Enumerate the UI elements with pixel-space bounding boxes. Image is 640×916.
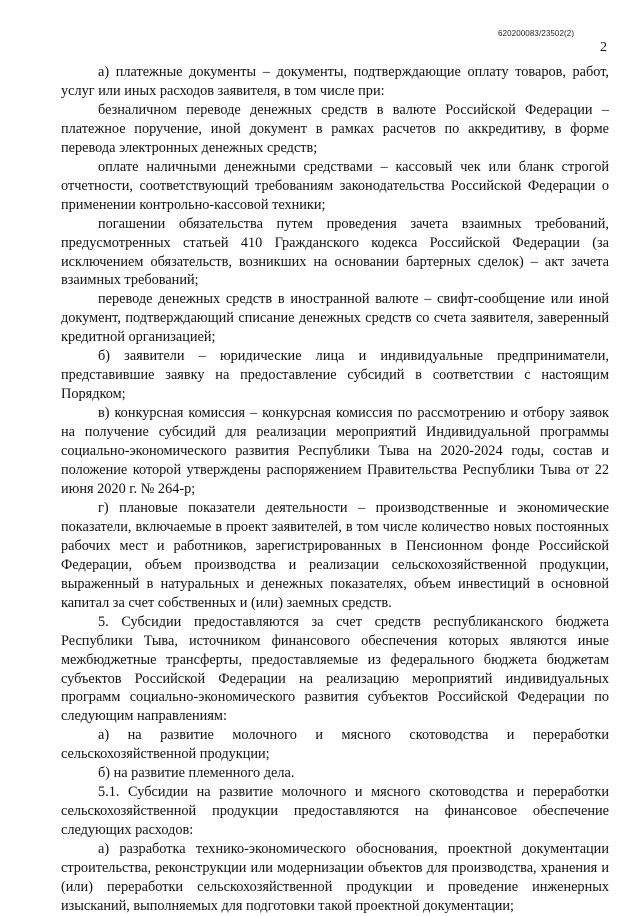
document-id: 620200083/23502(2)	[498, 29, 575, 38]
paragraph: в) конкурсная комиссия – конкурсная комиссия по рассмотрению и отбору заявок на получение субсидий для реализации мероприятий Индивидуальной программы социально-экономического развития Республики Тыва на 2020-2024 годы, состав и положение которой утверждены распоряжением Правительства Республики Тыва от 22 июня 2020 г. № 264-р;	[61, 405, 609, 497]
paragraph: переводе денежных средств в иностранной валюте – свифт-сообщение или иной документ, подтверждающий списание денежных средств со счета заявителя, заверенный кредитной организацией;	[61, 291, 609, 346]
paragraph: а) разработка технико-экономического обоснования, проектной документации строительства, реконструкции или модернизации объектов для производства, хранения и (или) переработки сельскохозяйственной продукции и проведение инженерных изысканий, выполняемых для подготовки такой проектной документации;	[61, 841, 609, 914]
paragraph: а) на развитие молочного и мясного скотоводства и переработки сельскохозяйственной продукции;	[61, 727, 609, 763]
document-body	[61, 63, 609, 916]
page-number: 2	[600, 40, 607, 55]
paragraph: а) платежные документы – документы, подтверждающие оплату товаров, работ, услуг или иных расходов заявителя, в том числе при:	[61, 64, 609, 99]
paragraph: 5. Субсидии предоставляются за счет средств республиканского бюджета Республики Тыва, источником финансового обеспечения которых являются иные межбюджетные трансферты, предоставляемые из федерального бюджета бюджетам субъектов Российской Федерации на реализацию мероприятий индивидуальных программ социально-экономического развития субъектов Российской Федерации по следующим направлениям:	[61, 613, 609, 725]
paragraph: б) на развитие племенного дела.	[98, 765, 295, 782]
paragraph: г) плановые показатели деятельности – производственные и экономические показатели, включаемые в проект заявителей, в том числе количество новых постоянных рабочих мест и работников, зарегистрированных в Пенсионном фонде Российской Федерации, объем производства и реализации сельскохозяйственной продукции, выраженный в натуральных и денежных показателях, объем инвестиций в основной капитал за счет собственных и (или) заемных средств.	[61, 499, 609, 611]
paragraph: безналичном переводе денежных средств в валюте Российской Федерации – платежное поручение, иной документ в рамках расчетов по аккредитиву, в форме перевода электронных денежных средств;	[61, 101, 609, 156]
paragraph: оплате наличными денежными средствами – кассовый чек или бланк строгой отчетности, соответствующий требованиям законодательства Российской Федерации о применении контрольно-кассовой техники;	[61, 158, 609, 213]
paragraph: 5.1. Субсидии на развитие молочного и мясного скотоводства и переработки сельскохозяйственной продукции предоставляются на финансовое обеспечение следующих расходов:	[61, 784, 609, 839]
paragraph: погашении обязательства путем проведения зачета взаимных требований, предусмотренных статьей 410 Гражданского кодекса Российской Федерации (за исключением обязательств, возникших на основании бартерных сделок) – акт зачета взаимных требований;	[61, 215, 609, 289]
paragraph: б) заявители – юридические лица и индивидуальные предприниматели, представившие заявку на предоставление субсидий в соответствии с настоящим Порядком;	[61, 348, 609, 403]
